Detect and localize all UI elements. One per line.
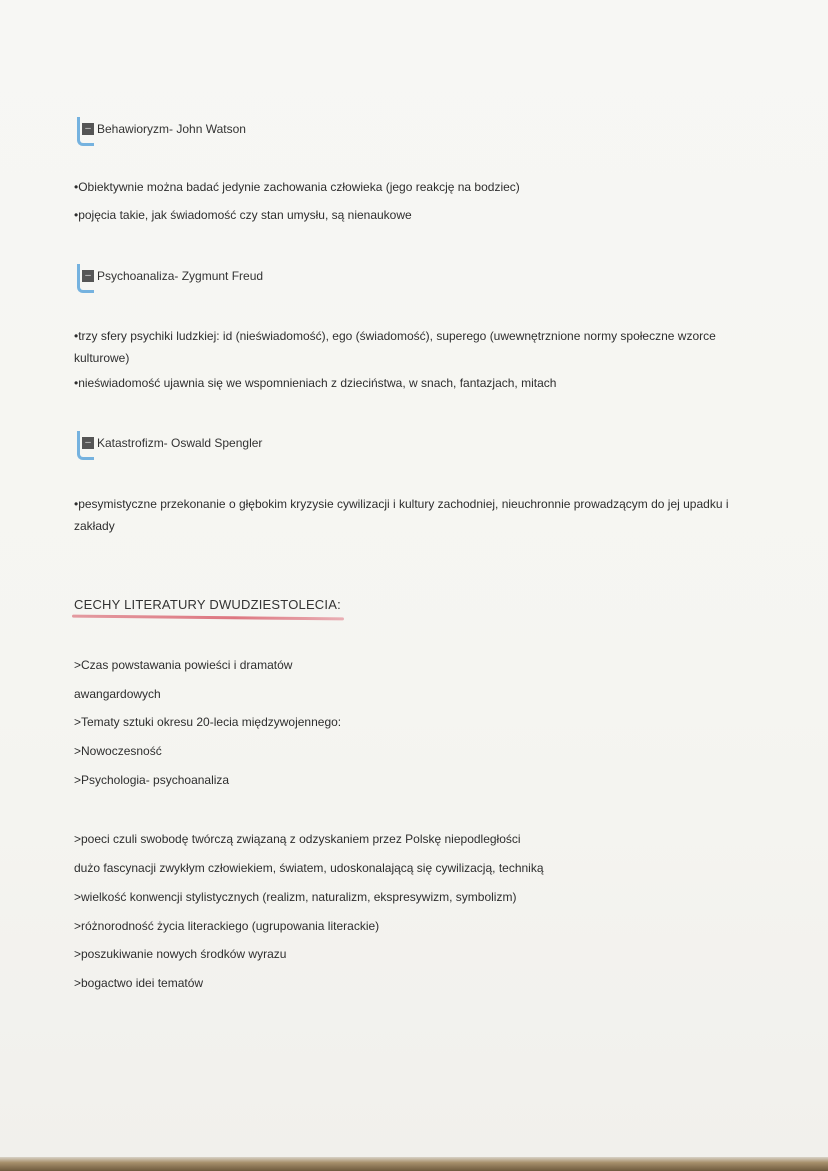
feature-item: >bogactwo idei tematów (74, 976, 204, 990)
feature-item: >poszukiwanie nowych środków wyrazu (74, 947, 287, 961)
heading-text: Katastrofizm- Oswald Spengler (97, 436, 263, 450)
minus-icon: – (82, 437, 94, 449)
feature-item: dużo fascynacji zwykłym człowiekiem, światem, udoskonalającą się cywilizacją, techniką (74, 861, 544, 875)
heading-text: Psychoanaliza- Zygmunt Freud (97, 269, 264, 283)
section2-point-2: •nieświadomość ujawnia się we wspomnieniach z dzieciństwa, w snach, fantazjach, mitach (74, 376, 557, 390)
section1-point-2: •pojęcia takie, jak świadomość czy stan umysłu, są nienaukowe (74, 208, 412, 222)
feature-item: >różnorodność życia literackiego (ugrupowania literackie) (74, 919, 380, 933)
section2-point-1: •trzy sfery psychiki ludzkiej: id (nieświadomość), ego (świadomość), superego (uwewnętrznione normy społeczne wzorce kulturowe) (74, 329, 716, 365)
feature-item: >Czas powstawania powieści i dramatów (74, 658, 293, 672)
table-edge (0, 1157, 828, 1171)
feature-item: >Tematy sztuki okresu 20-lecia międzywojennego: (74, 715, 342, 729)
feature-item: awangardowych (74, 687, 161, 701)
section-heading-katastrofizm (82, 433, 262, 453)
feature-item: >Nowoczesność (74, 744, 162, 758)
section3-point-1: •pesymistyczne przekonanie o głębokim kryzysie cywilizacji i kultury zachodniej, nieuchronnie prowadzącym do jej upadku i zakłady (74, 497, 729, 533)
title-underline (72, 615, 344, 621)
feature-item: >Psychologia- psychoanaliza (74, 773, 230, 787)
heading-text: Behawioryzm- John Watson (97, 122, 246, 136)
features-title: CECHY LITERATURY DWUDZIESTOLECIA: (74, 597, 341, 612)
section-heading-psychoanaliza (82, 266, 263, 286)
section1-point-1: •Obiektywnie można badać jedynie zachowania człowieka (jego reakcję na bodziec) (74, 180, 520, 194)
minus-icon: – (82, 270, 94, 282)
section-heading-behawioryzm (82, 119, 246, 139)
feature-item: >wielkość konwencji stylistycznych (realizm, naturalizm, ekspresywizm, symbolizm) (74, 890, 517, 904)
feature-item: >poeci czuli swobodę twórczą związaną z odzyskaniem przez Polskę niepodległości (74, 832, 521, 846)
minus-icon: – (82, 123, 94, 135)
